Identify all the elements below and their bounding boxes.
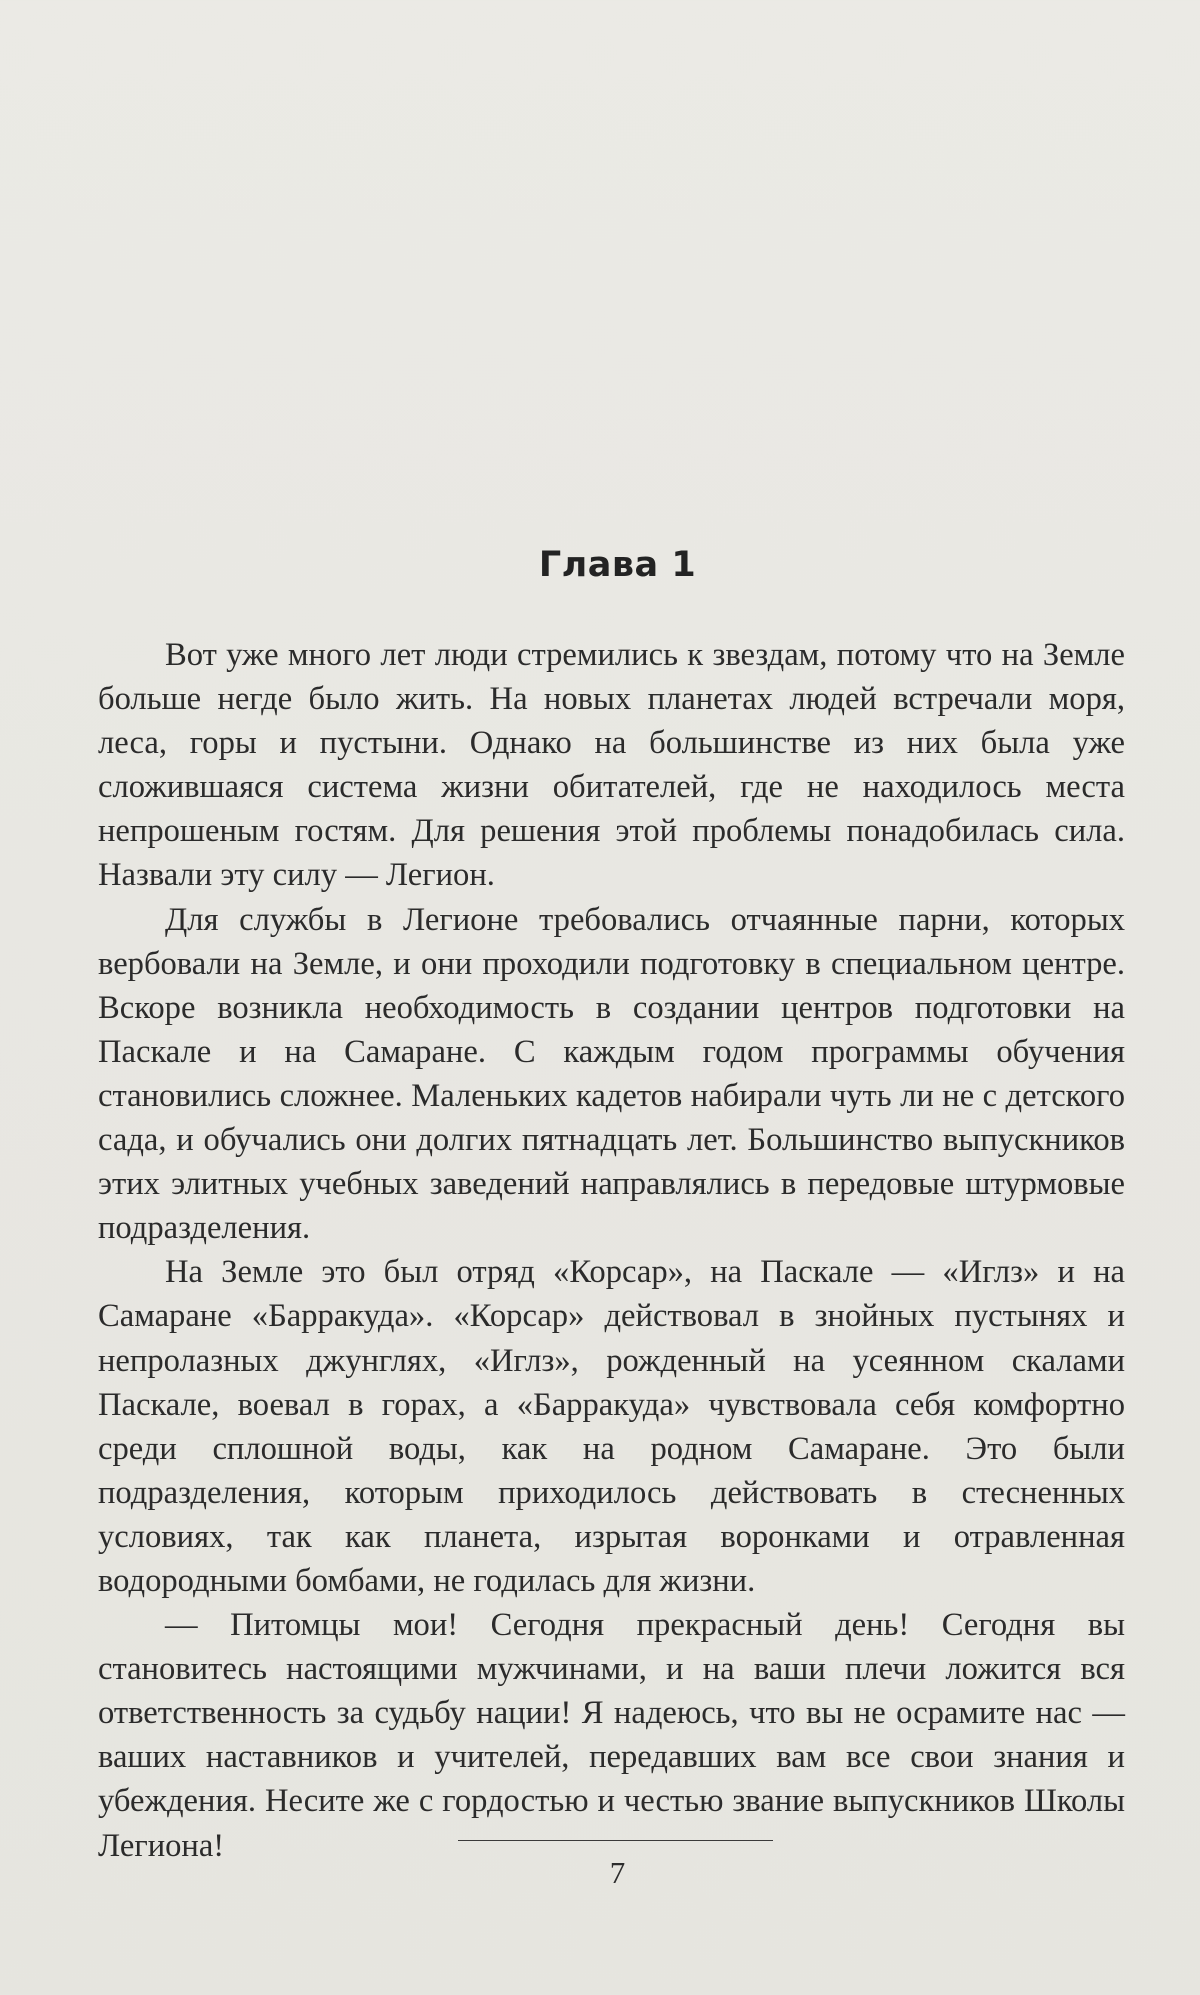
paragraph: Для службы в Легионе требовались отчаянные парни, которых вербовали на Земле, и они проходили подготовку в специальном центре. Вскоре возникла необходимость в создании центров подготовки на Паскале и на Самаране. С каждым годом программы обучения становились сложнее. Маленьких кадетов набирали чуть ли не с детского сада, и обучались они долгих пятнадцать лет. Большинство выпускников этих элитных учебных заведений направлялись в передовые штурмовые подразделения. bbox=[98, 901, 1125, 1247]
chapter-title: Глава 1 bbox=[538, 545, 697, 585]
paragraph: — Питомцы мои! Сегодня прекрасный день! Сегодня вы становитесь настоящими мужчинами, и на ваши плечи ложится вся ответственность за судьбу нации! Я надеюсь, что вы не осрамите нас — ваших наставников и учителей, передавших вам все свои знания и убеждения. Несите же с гордостью и честью звание выпускников Школы Легиона! bbox=[98, 1607, 1125, 1864]
paragraph: Вот уже много лет люди стремились к звездам, потому что на Земле больше негде было жить. На новых планетах людей встречали моря, леса, горы и пустыни. Однако на большинстве из них была уже сложившаяся система жизни обитателей, где не находилось места непрошеным гостям. Для решения этой проблемы понадобилась сила. Назвали эту силу — Легион. bbox=[98, 637, 1125, 894]
chapter-body bbox=[98, 633, 1125, 1868]
page-number: 7 bbox=[609, 1855, 626, 1890]
paragraph: На Земле это был отряд «Корсар», на Паскале — «Иглз» и на Самаране «Барракуда». «Корсар» действовал в знойных пустынях и непролазных джунглях, «Иглз», рожденный на усеянном скалами Паскале, воевал в горах, а «Барракуда» чувствовала себя комфортно среди сплошной воды, как на родном Самаране. Это были подразделения, которым приходилось действовать в стесненных условиях, так как планета, изрытая воронками и отравленная водородными бомбами, не годилась для жизни. bbox=[98, 1254, 1125, 1599]
footer-divider bbox=[458, 1840, 773, 1841]
